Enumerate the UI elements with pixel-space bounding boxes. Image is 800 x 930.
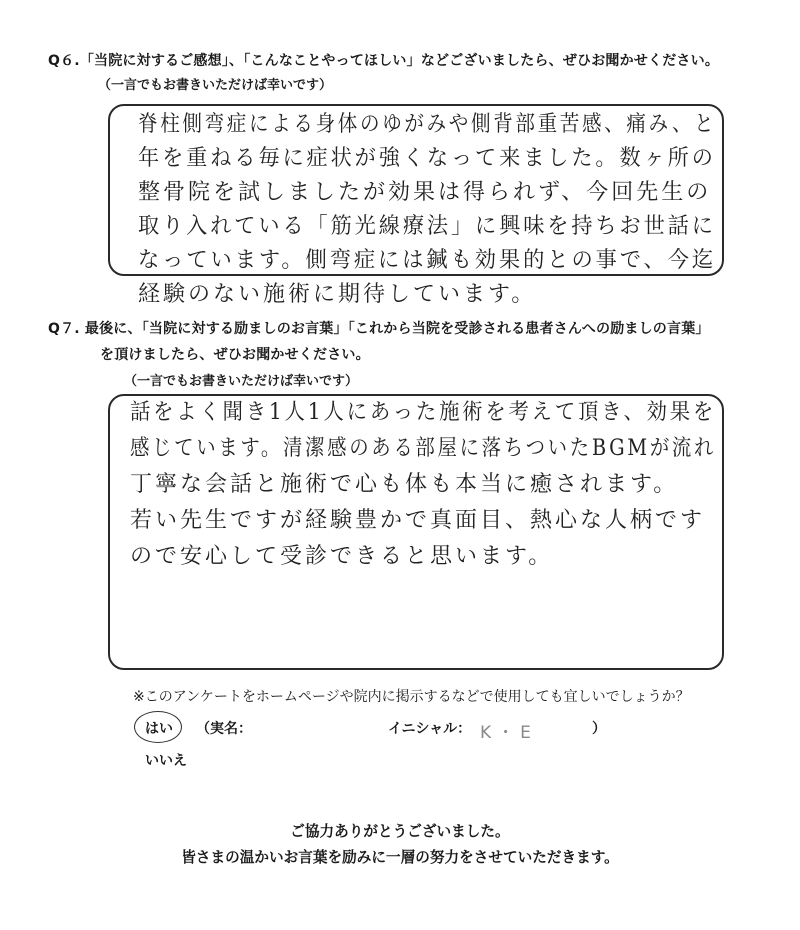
initial-label: イニシャル： — [388, 721, 472, 737]
q7-title: Q７. 最後に、「当院に対する励ましのお言葉」「これから当院を受診される患者さんへの励ましの言葉」 — [48, 321, 710, 337]
thanks-line-2: 皆さまの温かいお言葉を励みに一層の努力をさせていただきます。 — [181, 848, 619, 866]
q7-answer-line: ので安心して受診できると思います。 — [130, 544, 554, 569]
q6-subtitle: （一言でもお書きいただけば幸いです） — [98, 78, 333, 93]
q6-answer-line: 年を重ねる毎に症状が強くなって来ました。数ヶ所の — [138, 146, 716, 171]
q6-answer-line: 取り入れている「筋光線療法」に興味を持ちお世話に — [138, 214, 716, 239]
close-paren: ） — [592, 721, 606, 737]
q7-title-cont: を頂けましたら、ぜひお聞かせください。 — [100, 347, 370, 363]
consent-no-option[interactable]: いいえ — [145, 753, 187, 769]
consent-yes-option[interactable]: はい — [145, 721, 173, 737]
q7-answer-line: 若い先生ですが経験豊かで真面目、熱心な人柄です — [130, 508, 706, 533]
q7-answer-line: 丁寧な会話と施術で心も体も本当に癒されます。 — [130, 472, 679, 497]
thanks-line-1: ご協力ありがとうございました。 — [290, 822, 510, 840]
q6-answer-line: なっています。側弯症には鍼も効果的との事で、今迄 — [138, 248, 717, 273]
consent-question: ※このアンケートをホームページや院内に掲示するなどで使用しても宜しいでしょうか？ — [133, 689, 690, 705]
q7-answer-line: 話をよく聞き1人1人にあった施術を考えて頂き、効果を — [130, 400, 717, 425]
q6-answer-line: 整骨院を試しましたが効果は得られず、今回先生の — [138, 180, 712, 205]
q6-answer-line: 脊柱側弯症による身体のゆがみや側背部重苦感、痛み、と — [138, 112, 717, 137]
initial-value: K・E — [480, 723, 537, 743]
real-name-label: （実名： — [196, 721, 252, 737]
q7-answer-line: 感じています。清潔感のある部屋に落ちついたBGMが流れ — [130, 436, 717, 461]
q7-subtitle: （一言でもお書きいただけば幸いです） — [124, 374, 359, 389]
q6-answer-line: 経験のない施術に期待しています。 — [138, 282, 537, 307]
q6-title: Q６.「当院に対するご感想」、「こんなことやってほしい」などございましたら、ぜひお聞かせください。 — [48, 53, 720, 69]
